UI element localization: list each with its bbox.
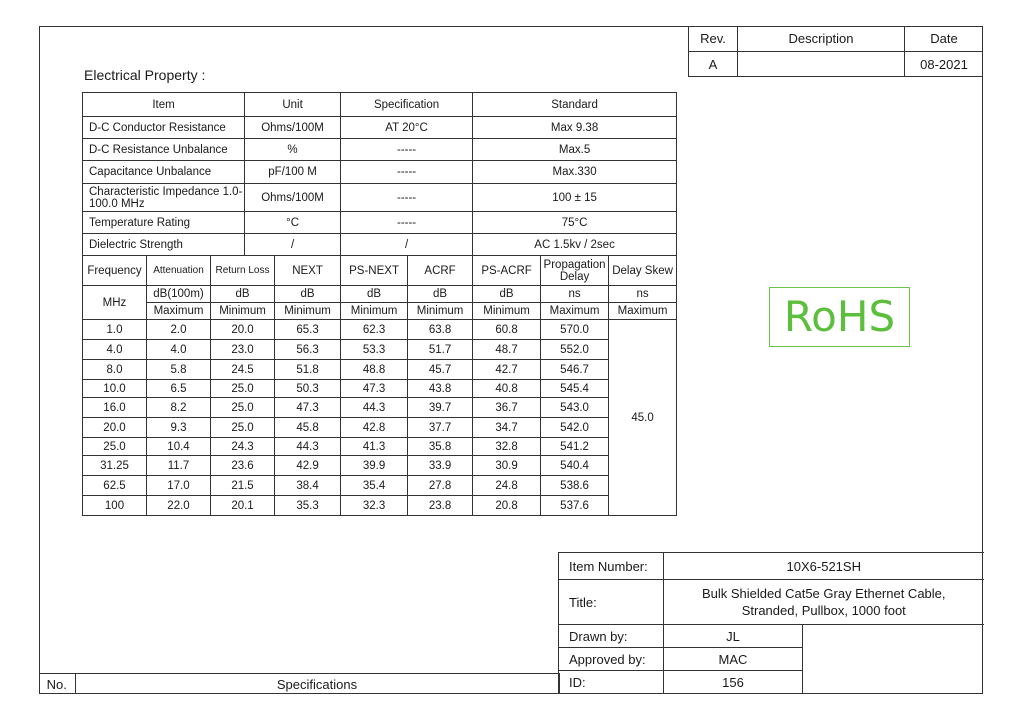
attenuation-value: 10.4 [147, 438, 211, 456]
rev-header: Rev. [689, 26, 738, 52]
frequency-value: 4.0 [83, 340, 147, 360]
propagation-delay-value: 546.7 [541, 360, 609, 380]
ps-next-value: 62.3 [341, 320, 408, 340]
propagation-delay-value: 538.6 [541, 476, 609, 496]
ps-acrf-header: PS-ACRF [473, 256, 541, 286]
ps-acrf-limit: Minimum [473, 303, 541, 320]
item-number-value: 10X6-521SH [664, 553, 984, 580]
title-value [664, 580, 984, 625]
propagation-delay-value: 542.0 [541, 418, 609, 438]
rohs-mark: RoHS [769, 287, 910, 347]
next-value: 35.3 [275, 496, 341, 516]
attenuation-value: 8.2 [147, 398, 211, 418]
frequency-header: Frequency [83, 256, 147, 286]
ps-acrf-value: 48.7 [473, 340, 541, 360]
next-value: 50.3 [275, 380, 341, 398]
property-item: Dielectric Strength [83, 234, 245, 256]
signature-area [803, 625, 984, 694]
property-spec: ----- [341, 161, 473, 184]
property-spec: ----- [341, 212, 473, 234]
propagation-delay-value: 540.4 [541, 456, 609, 476]
property-row [83, 117, 677, 139]
next-limit: Minimum [275, 303, 341, 320]
attenuation-limit: Maximum [147, 303, 211, 320]
propagation-delay-unit: ns [541, 286, 609, 303]
approved-by-label: Approved by: [559, 648, 664, 671]
return-loss-value: 21.5 [211, 476, 275, 496]
attenuation-value: 17.0 [147, 476, 211, 496]
date-header: Date [905, 26, 984, 52]
approved-by-value: MAC [664, 648, 803, 671]
ps-acrf-value: 24.8 [473, 476, 541, 496]
date-value: 08-2021 [905, 52, 984, 77]
propagation-delay-value: 541.2 [541, 438, 609, 456]
freq-row [83, 438, 677, 456]
next-value: 45.8 [275, 418, 341, 438]
ps-acrf-value: 34.7 [473, 418, 541, 438]
acrf-limit: Minimum [408, 303, 473, 320]
acrf-value: 63.8 [408, 320, 473, 340]
id-value: 156 [664, 671, 803, 694]
freq-header-row [83, 256, 677, 286]
propagation-delay-value: 552.0 [541, 340, 609, 360]
section-title: Electrical Property : [84, 67, 206, 83]
acrf-value: 37.7 [408, 418, 473, 438]
frequency-value: 62.5 [83, 476, 147, 496]
next-value: 47.3 [275, 398, 341, 418]
property-item: D-C Conductor Resistance [83, 117, 245, 139]
property-row [83, 234, 677, 256]
property-row [83, 139, 677, 161]
property-item: Characteristic Impedance 1.0-100.0 MHz [83, 184, 245, 212]
delay-skew-limit: Maximum [609, 303, 677, 320]
freq-row [83, 340, 677, 360]
description-header: Description [738, 26, 905, 52]
ps-next-value: 53.3 [341, 340, 408, 360]
property-standard: Max 9.38 [473, 117, 677, 139]
freq-row [83, 360, 677, 380]
return-loss-header: Return Loss [211, 256, 275, 286]
footer-row [39, 674, 559, 695]
revision-header-row [689, 26, 984, 52]
property-unit: Ohms/100M [245, 117, 341, 139]
item-header: Item [83, 93, 245, 117]
specifications-label: Specifications [75, 674, 559, 695]
propagation-delay-value: 545.4 [541, 380, 609, 398]
ps-acrf-unit: dB [473, 286, 541, 303]
ps-next-value: 48.8 [341, 360, 408, 380]
ps-next-header: PS-NEXT [341, 256, 408, 286]
title-line-2: Stranded, Pullbox, 1000 foot [741, 603, 906, 618]
property-row [83, 184, 677, 212]
propagation-delay-value: 543.0 [541, 398, 609, 418]
title-block [558, 552, 984, 694]
footer-table [39, 673, 560, 694]
freq-limits-row [83, 303, 677, 320]
property-spec: ----- [341, 139, 473, 161]
property-item: D-C Resistance Unbalance [83, 139, 245, 161]
property-standard: AC 1.5kv / 2sec [473, 234, 677, 256]
return-loss-value: 24.5 [211, 360, 275, 380]
title-label: Title: [559, 580, 664, 625]
freq-row [83, 398, 677, 418]
return-loss-value: 20.1 [211, 496, 275, 516]
frequency-value: 100 [83, 496, 147, 516]
acrf-value: 51.7 [408, 340, 473, 360]
ps-acrf-value: 40.8 [473, 380, 541, 398]
revision-table [688, 26, 983, 77]
attenuation-unit: dB(100m) [147, 286, 211, 303]
acrf-value: 45.7 [408, 360, 473, 380]
property-row [83, 161, 677, 184]
property-unit: / [245, 234, 341, 256]
frequency-unit: MHz [83, 286, 147, 320]
freq-row [83, 456, 677, 476]
next-value: 51.8 [275, 360, 341, 380]
next-header: NEXT [275, 256, 341, 286]
drawn-by-label: Drawn by: [559, 625, 664, 648]
unit-header: Unit [245, 93, 341, 117]
frequency-value: 16.0 [83, 398, 147, 418]
no-label: No. [39, 674, 75, 695]
attenuation-value: 11.7 [147, 456, 211, 476]
property-item: Temperature Rating [83, 212, 245, 234]
attenuation-value: 2.0 [147, 320, 211, 340]
acrf-value: 23.8 [408, 496, 473, 516]
property-unit: % [245, 139, 341, 161]
return-loss-value: 25.0 [211, 398, 275, 418]
return-loss-value: 25.0 [211, 380, 275, 398]
acrf-value: 43.8 [408, 380, 473, 398]
property-header-row [83, 93, 677, 117]
drawn-by-row [559, 625, 984, 648]
property-standard: Max.330 [473, 161, 677, 184]
title-row [559, 580, 984, 625]
property-standard: 100 ± 15 [473, 184, 677, 212]
frequency-value: 8.0 [83, 360, 147, 380]
property-item: Capacitance Unbalance [83, 161, 245, 184]
ps-next-limit: Minimum [341, 303, 408, 320]
attenuation-value: 5.8 [147, 360, 211, 380]
frequency-value: 10.0 [83, 380, 147, 398]
title-line-1: Bulk Shielded Cat5e Gray Ethernet Cable, [701, 586, 946, 601]
freq-row [83, 476, 677, 496]
standard-header: Standard [473, 93, 677, 117]
ps-acrf-value: 32.8 [473, 438, 541, 456]
freq-units-row [83, 286, 677, 303]
frequency-value: 25.0 [83, 438, 147, 456]
drawn-by-value: JL [664, 625, 803, 648]
property-standard: 75°C [473, 212, 677, 234]
attenuation-value: 4.0 [147, 340, 211, 360]
delay-skew-value: 45.0 [609, 320, 677, 516]
ps-next-value: 32.3 [341, 496, 408, 516]
rev-value: A [689, 52, 738, 77]
frequency-value: 31.25 [83, 456, 147, 476]
attenuation-value: 9.3 [147, 418, 211, 438]
return-loss-value: 25.0 [211, 418, 275, 438]
attenuation-value: 22.0 [147, 496, 211, 516]
electrical-property-table [82, 92, 677, 516]
freq-row [83, 320, 677, 340]
id-label: ID: [559, 671, 664, 694]
return-loss-value: 20.0 [211, 320, 275, 340]
freq-row [83, 496, 677, 516]
propagation-delay-limit: Maximum [541, 303, 609, 320]
ps-acrf-value: 36.7 [473, 398, 541, 418]
property-spec: / [341, 234, 473, 256]
ps-acrf-value: 30.9 [473, 456, 541, 476]
property-row [83, 212, 677, 234]
ps-next-unit: dB [341, 286, 408, 303]
freq-row [83, 418, 677, 438]
freq-row [83, 380, 677, 398]
property-unit: Ohms/100M [245, 184, 341, 212]
ps-next-value: 44.3 [341, 398, 408, 418]
return-loss-value: 23.0 [211, 340, 275, 360]
return-loss-value: 23.6 [211, 456, 275, 476]
ps-acrf-value: 20.8 [473, 496, 541, 516]
next-value: 65.3 [275, 320, 341, 340]
acrf-value: 33.9 [408, 456, 473, 476]
propagation-delay-value: 570.0 [541, 320, 609, 340]
acrf-value: 27.8 [408, 476, 473, 496]
attenuation-value: 6.5 [147, 380, 211, 398]
acrf-value: 35.8 [408, 438, 473, 456]
ps-next-value: 42.8 [341, 418, 408, 438]
return-loss-value: 24.3 [211, 438, 275, 456]
description-value [738, 52, 905, 77]
revision-row [689, 52, 984, 77]
propagation-delay-value: 537.6 [541, 496, 609, 516]
item-number-label: Item Number: [559, 553, 664, 580]
propagation-delay-header: Propagation Delay [541, 256, 609, 286]
next-value: 42.9 [275, 456, 341, 476]
next-value: 56.3 [275, 340, 341, 360]
next-value: 44.3 [275, 438, 341, 456]
acrf-value: 39.7 [408, 398, 473, 418]
property-unit: pF/100 M [245, 161, 341, 184]
item-number-row [559, 553, 984, 580]
delay-skew-header: Delay Skew [609, 256, 677, 286]
attenuation-header: Attenuation [147, 256, 211, 286]
return-loss-limit: Minimum [211, 303, 275, 320]
acrf-header: ACRF [408, 256, 473, 286]
property-spec: ----- [341, 184, 473, 212]
specification-header: Specification [341, 93, 473, 117]
next-unit: dB [275, 286, 341, 303]
frequency-value: 1.0 [83, 320, 147, 340]
return-loss-unit: dB [211, 286, 275, 303]
ps-next-value: 35.4 [341, 476, 408, 496]
ps-next-value: 47.3 [341, 380, 408, 398]
property-spec: AT 20°C [341, 117, 473, 139]
acrf-unit: dB [408, 286, 473, 303]
delay-skew-unit: ns [609, 286, 677, 303]
ps-next-value: 39.9 [341, 456, 408, 476]
property-unit: °C [245, 212, 341, 234]
property-standard: Max.5 [473, 139, 677, 161]
frequency-value: 20.0 [83, 418, 147, 438]
next-value: 38.4 [275, 476, 341, 496]
ps-acrf-value: 60.8 [473, 320, 541, 340]
ps-next-value: 41.3 [341, 438, 408, 456]
ps-acrf-value: 42.7 [473, 360, 541, 380]
